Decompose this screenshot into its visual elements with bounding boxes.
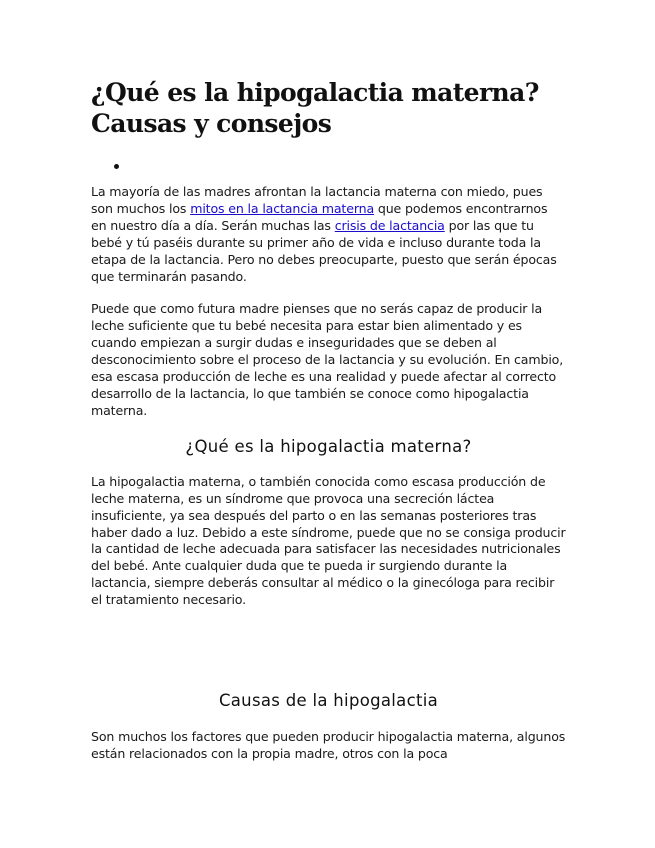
section-heading-what-is: ¿Qué es la hipogalactia materna? [185, 436, 472, 456]
bullet-icon [114, 164, 119, 169]
list-item [91, 159, 566, 173]
intro-text-3: por las que tu bebé y tú paséis durante su primer año de vida e incluso durante toda la etapa de la lactancia. Pero no debes preocuparte, puesto que serán épocas que terminarán pasando. [91, 217, 557, 284]
page-title: ¿Qué es la hipogalactia materna? Causas y consejos [91, 78, 539, 138]
intro-paragraph [91, 184, 566, 285]
definition-paragraph: La hipogalactia materna, o también conocida como escasa producción de leche materna, es un síndrome que provoca una secreción láctea insuficiente, ya sea después del parto o en las semanas posteriores tras haber dado a luz. Debido a este síndrome, puede que no se consiga producir la cantidad de leche adecuada para satisfacer las necesidades nutricionales del bebé. Ante cualquier duda que te pueda ir surgiendo durante la lactancia, siempre deberás consultar al médico o la ginecóloga para recibir el tratamiento necesario. [91, 473, 566, 608]
article [91, 0, 566, 763]
myths-link[interactable]: mitos en la lactancia materna [190, 200, 375, 216]
empty-bullet-list [91, 159, 566, 173]
intro-text-2: que podemos encontrarnos en nuestro día a día. Serán muchas las [91, 200, 548, 233]
second-paragraph: Puede que como futura madre pienses que no serás capaz de producir la leche suficiente que tu bebé necesita para estar bien alimentado y es cuando empiezan a surgir dudas e inseguridades que se deben al desconocimiento sobre el proceso de la lactancia y su evolución. En cambio, esa escasa producción de leche es una realidad y puede afectar al correcto desarrollo de la lactancia, lo que también se conoce como hipogalactia materna. [91, 301, 564, 418]
section-heading-causes: Causas de la hipogalactia [218, 691, 439, 711]
intro-text-1: La mayoría de las madres afrontan la lactancia materna con miedo, pues son muchos los [91, 184, 543, 216]
lactation-crisis-link[interactable]: crisis de lactancia [334, 217, 445, 233]
causes-paragraph: Son muchos los factores que pueden producir hipogalactia materna, algunos están relacionados con la propia madre, otros con la poca [91, 729, 566, 761]
